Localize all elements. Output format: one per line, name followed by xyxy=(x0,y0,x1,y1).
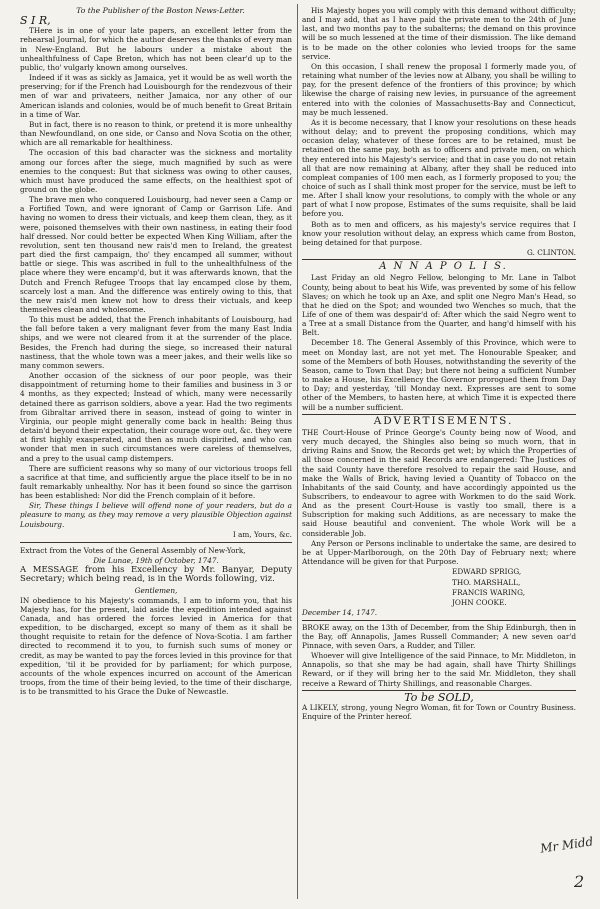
letter-signoff: I am, Yours, &c. xyxy=(232,529,292,539)
letter-paragraph-9: Sir, These things I believe will offend none of your readers, but do a pleasure to many, as they may remove a very plausible Objection against Louisbourg. xyxy=(20,501,292,529)
message-continuation-2: On this occasion, I shall renew the proposal I formerly made you, of retaining what number of the levies now at Albany, you shall be willing to pay, for the present defence of the frontiers of this province; by which likewise the charge of raising new levies, in pursuance of the agreement entered into with the colonies of Massachusetts-Bay and Connecticut, may be much lessened. xyxy=(302,61,576,117)
letter-paragraph-5: The brave men who conquered Louisbourg, had never seen a Camp or a Fortified Town, and were ignorant of Camp or Garrison Life. And having no women to dress their victuals, and keep them clean, they, as it were, poisoned themselves with their own nastiness, in eating their food half dressed. Nor could better be expected When King William, after the revolution, sent ten thousand new rais'd men to Ireland, the greatest part died the first campaign, tho' they encamped all summer, without battle or siege. This was ascribed in full to the unhealthfulness of the place where they were encamp'd, but it was afterwards known, that the Dutch and French Refugee Troops that lay encamped close by them, scarcely lost a man. And the difference was entirely owing to this, that the new rais'd men knew not how to dress their victuals, and keep themselves clean and wholesome. xyxy=(20,195,292,314)
courthouse-advert: THE Court-House of Prince George's County being now of Wood, and very much decayed, the Shingles also being so much worn, that in driving Rains and Snow, the Records get wet; by which the Properties of all those concerned in the said Records are endangered: The Justices of the said County have therefore resolved to repair the said House, and make the Walls of Brick, having levied a Quantity of Tobacco on the Inhabitants of the said County, and have accordingly appointed us the Subscribers, to endeavour to agree with Workmen to do the said Work. And as the present Court-House is vastly too small, there is a Subscription for making such Additions, as are necessary to make the said House beautiful and convenient. The whole Work will be a considerable Job. xyxy=(302,427,576,538)
handwritten-annotation: Mr Midd xyxy=(539,834,595,856)
pinnace-advert-cont: Whoever will give Intelligence of the said Pinnace, to Mr. Middleton, in Annapolis, so that she may be had again, shall have Thirty Shillings Reward, or if they will bring her to the said Mr. Middleton, they shall receive a Reward of Thirty Shillings, and reasonable Charges. xyxy=(302,651,576,688)
letter-heading: To the Publisher of the Boston News-Letter. xyxy=(76,6,245,15)
subscriber-name: EDWARD SPRIGG, xyxy=(452,567,522,577)
annapolis-news-2: December 18. The General Assembly of this Province, which were to meet on Monday last, are not yet met. The Honourable Speaker, and some of the Members of both Houses, notwithstanding the severity of the Season, came to Town that Day; but there not being a sufficient Number to make a House, his Excellency the Governor prorogued them from Day to Day; and yesterday, 'till Monday next. Expresses are sent to some other of the Members, to hasten here, at which Time it is expected there will be a number sufficient. xyxy=(302,338,576,412)
extract-date: Die Lunae, 19th of October, 1747. xyxy=(93,556,219,566)
for-sale-heading: To be SOLD, xyxy=(404,690,474,704)
section-rule xyxy=(302,259,576,260)
letter-paragraph-6: To this must be added, that the French inhabitants of Louisbourg, had the fall before taken a very malignant fever from the many East India ships, and we were not cleared from it at the surrender of the place. Besides, the French had during the siege, so increased their natural nastiness, that the whole town was a meer jakes, and their wells like so many common sewers. xyxy=(20,315,292,370)
letter-salutation: S I R, xyxy=(20,14,51,28)
annapolis-news-1: Last Friday an old Negro Fellow, belonging to Mr. Lane in Talbot County, being about to beat his Wife, was prevented by some of his fellow Slaves; on which he took up an Axe, and split one Negro Man's Head, so that he died on the Spot; and wounded two Wenches so much, that the Life of one of them was despair'd of: After which the said Negro went to a Tree at a small Distance from the Quarter, and hang'd himself with his Belt. xyxy=(302,273,576,338)
section-rule xyxy=(302,620,576,621)
margin-mark: 2 xyxy=(574,872,585,891)
left-column xyxy=(20,6,292,697)
for-sale-advert: A LIKELY, strong, young Negro Woman, fit for Town or Country Business. Enquire of the Printer hereof. xyxy=(302,702,576,721)
message-body: IN obedience to his Majesty's commands, I am to inform you, that his Majesty has, for the present, laid aside the expedition intended against Canada, and has ordered the forces levied in America for that expedition, to be discharged, except so many of them as it shall be thought requisite to retain for the defence of Nova-Scotia. I am farther directed to recommend it to you, to furnish such sums of money or credit, as may be wanted to pay the forces levied in this province for that expedition, 'til it be provided for by parliament; for which purpose, accounts of the whole expences incurred on account of the American troops, from the time of their being levied, to the time of their discharge, is to be transmitted to his Grace the Duke of Newcastle. xyxy=(20,595,292,697)
letter-paragraph-2: Indeed if it was as sickly as Jamaica, yet it would be as well worth the preserving; for if the French had Louisbourgh for the rendezvous of their men of war and privateers, neither Jamaica, nor any other of our American islands and colonies, would be of much benefit to Great Britain in a time of War. xyxy=(20,73,292,119)
column-divider xyxy=(297,4,298,899)
message-continuation-1: His Majesty hopes you will comply with this demand without difficulty; and I may add, that as I have paid the private men to the 24th of June last, and two months pay to the subalterns; the demand on this province will be so much lessened at the time of their dismission. The like demand is to be made on the other colonies who levied troops for the same service. xyxy=(302,6,576,61)
courthouse-advert-cont: Any Person or Persons inclinable to undertake the same, are desired to be at Upper-Marlborough, on the 20th Day of February next; where Attendance will be given for that Purpose. xyxy=(302,538,576,567)
right-column xyxy=(302,6,576,722)
advertisements-heading: ADVERTISEMENTS. xyxy=(373,414,514,427)
letter-paragraph-8: There are sufficient reasons why so many of our victorious troops fell a sacrifice at that time, and sufficiently argue the place itself to be in no fault remarkably unhealthy. Nor has it been found so since the garrison has been established: Nor did the French complain of it before. xyxy=(20,463,292,501)
annapolis-heading: A N N A P O L I S. xyxy=(379,261,508,273)
pinnace-advert: BROKE away, on the 13th of December, from the Ship Edinburgh, then in the Bay, off Annapolis, James Russell Commander; A new seven oar'd Pinnace, with seven Oars, a Rudder, and Tiller. xyxy=(302,622,576,650)
section-rule xyxy=(20,542,292,543)
letter-paragraph-3: But in fact, there is no reason to think, or pretend it is more unhealthy than Newfoundland, on one side, or Canso and Nova Scotia on the other, which are all remarkable for healthiness. xyxy=(20,119,292,148)
courthouse-advert-date: December 14, 1747. xyxy=(302,608,378,618)
message-continuation-4: Both as to men and officers, as his majesty's service requires that I know your resolution without delay, an express which came from Boston, being detained for that purpose. xyxy=(302,219,576,247)
subscriber-name: THO. MARSHALL, xyxy=(452,577,521,587)
message-continuation-3: As it is become necessary, that I know your resolutions on these heads without delay; and to prevent the proposing conditions, which may occasion delay, whatever of these forces are to be retained, must be retained on the same pay, both as to officers and private men, on which they entered into his Majesty's service; and that in case you do not retain all that are now remaining at Albany, after they shall be reduced into compleat companies of 100 men each, as I formerly proposed to you; the choice of such as I shall think most proper for the service, must be left to me. After I shall know your resolutions, to comply with the whole or any part of what I now propose, Estimates of the sums requisite, shall be laid before you. xyxy=(302,117,576,219)
letter-paragraph-1: THere is in one of your late papers, an excellent letter from the rehearsal Journal, for which the author deserves the thanks of every man in New-England. But he labours under a mistake about the unhealthfulness of Cape Breton, which has not been clear'd up to the public, tho' vulgarly known among ourselves. xyxy=(20,26,292,72)
extract-heading: Extract from the Votes of the General Assembly of New-York, xyxy=(20,545,246,555)
letter-paragraph-4: The occasion of this bad character was the sickness and mortality among our forces after the siege, much magnified by such as were enemies to the conquest: But that sickness was owing to other causes, which must have produced the same effects, on the healthiest spot of ground on the globe. xyxy=(20,148,292,194)
letter-paragraph-7: Another occasion of the sickness of our poor people, was their disappointment of returning home to their families and business in 3 or 4 months, as they expected; Instead of which, many were necessarily detained there as garrison soldiers, above a year. Had the two regiments from Gibraltar arrived there in season, instead of going to winter in Virginia, our people might generally come back in health: Being thus detain'd beyond their expectation, their courage wore out, &c. they were at first highly exasperated, and then as much dispirited, and who can wonder that men in such circumstances were careless of themselves, and a prey to the usual camp distempers. xyxy=(20,371,292,463)
subscriber-name: JOHN COOKE. xyxy=(452,598,507,608)
subscriber-name: FRANCIS WARING, xyxy=(452,587,526,597)
message-heading: A MESSAGE from his Excellency by Mr. Banyar, Deputy Secretary; which being read, is in the Words following, viz. xyxy=(20,565,292,585)
message-gentlemen: Gentlemen, xyxy=(134,585,178,595)
clinton-signature: G. CLINTON. xyxy=(527,248,576,258)
